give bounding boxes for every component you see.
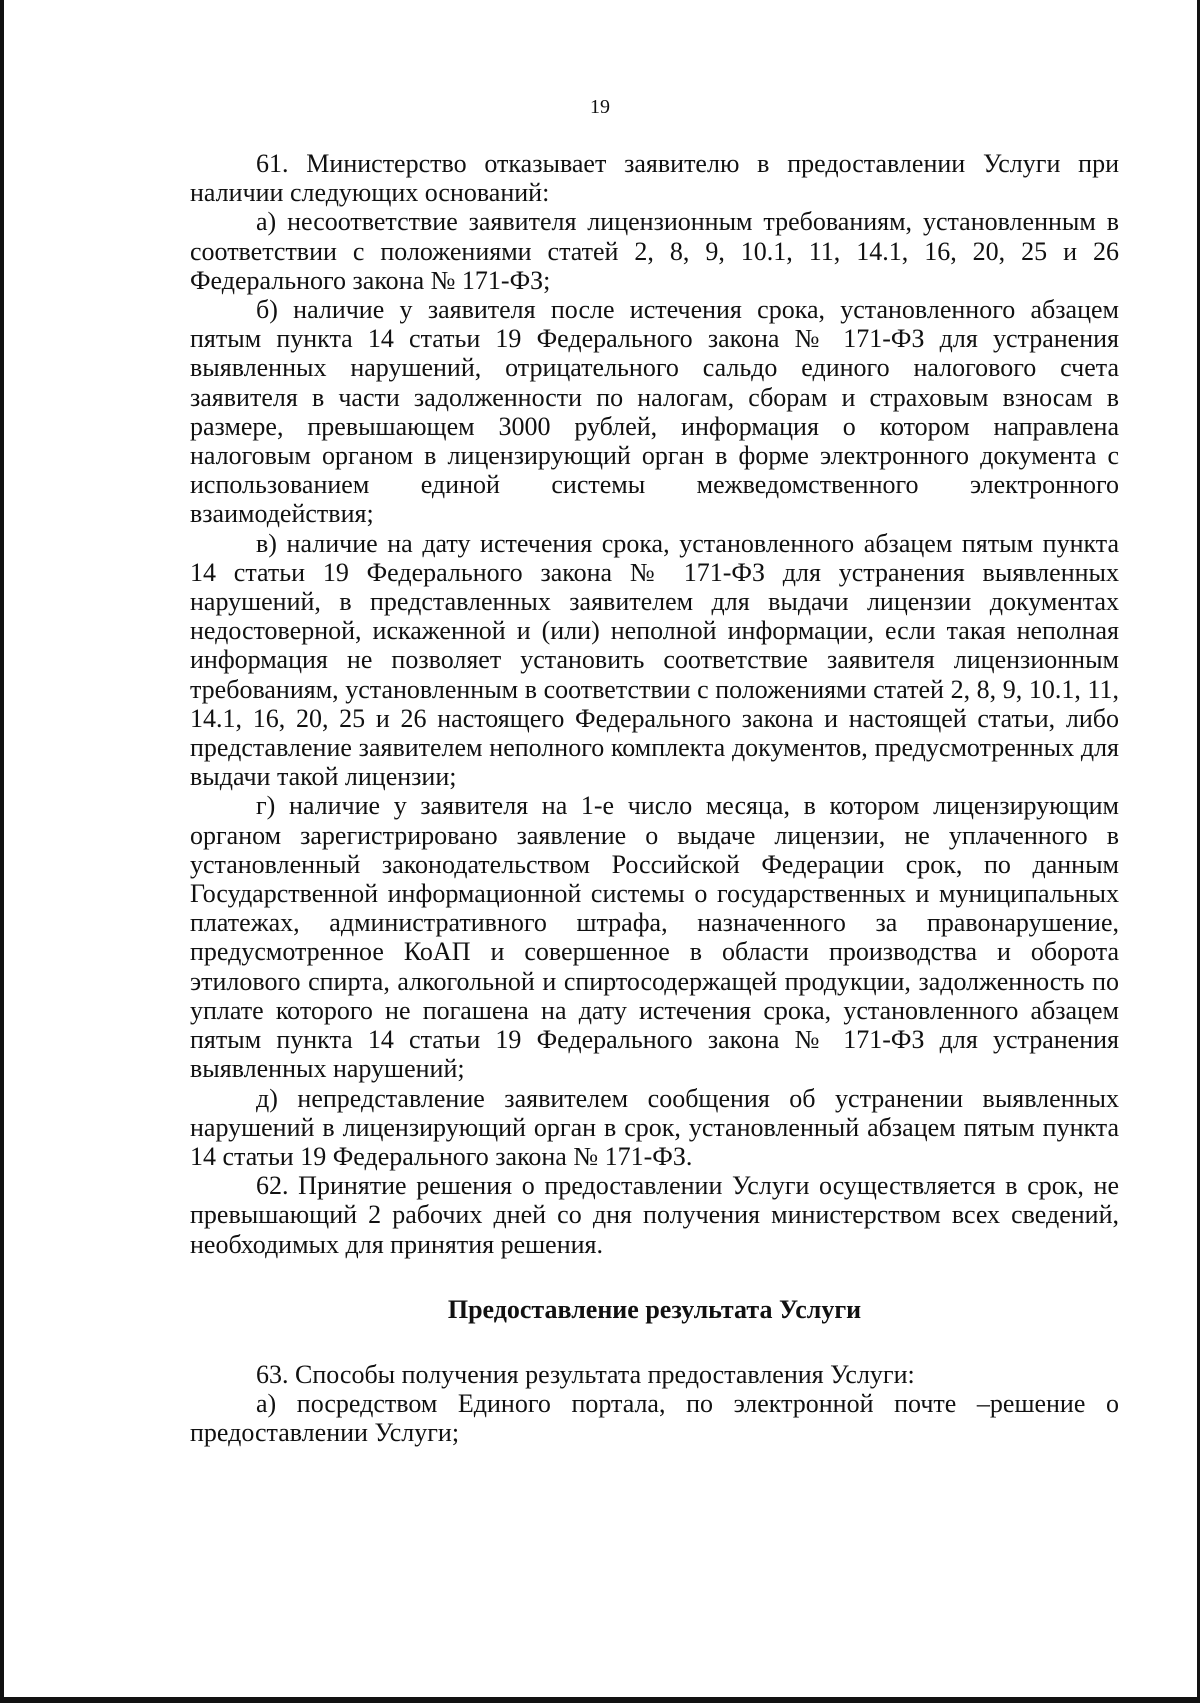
paragraph-61-a: а) несоответствие заявителя лицензионным требованиям, установленным в соответствии с положениями статей 2, 8, 9, 10.1, 11, 14.1, 16, 20, 25 и 26 Федерального закона № 171-ФЗ; — [190, 207, 1119, 295]
paragraph-61-v: в) наличие на дату истечения срока, установленного абзацем пятым пункта 14 статьи 19 Федерального закона № 171-ФЗ для устранения выявленных нарушений, в представленных заявителем для выдачи лицензии документах недостоверной, искаженной и (или) неполной информации, если такая неполная информация не позволяет установить соответствие заявителя лицензионным требованиям, установленным в соответствии с положениями статей 2, 8, 9, 10.1, 11, 14.1, 16, 20, 25 и 26 настоящего Федерального закона и настоящей статьи, либо представление заявителем неполного комплекта документов, предусмотренных для выдачи такой лицензии; — [190, 528, 1119, 792]
paragraph-61-b: б) наличие у заявителя после истечения срока, установленного абзацем пятым пункта 14 статьи 19 Федерального закона № 171-ФЗ для устранения выявленных нарушений, отрицательного сальдо единого налогового счета заявителя в части задолженности по налогам, сборам и страховым взносам в размере, превышающем 3000 рублей, информация о котором направлена налоговым органом в лицензирующий орган в форме электронного документа с использованием единой системы межведомственного электронного взаимодействия; — [190, 295, 1119, 529]
paragraph-61: 61. Министерство отказывает заявителю в предоставлении Услуги при наличии следующих оснований: — [190, 149, 1119, 208]
paragraph-63-a: а) посредством Единого портала, по электронной почте –решение о предоставлении Услуги; — [190, 1389, 1119, 1448]
page-number: 19 — [590, 96, 610, 118]
paragraph-63: 63. Способы получения результата предоставления Услуги: — [256, 1359, 915, 1389]
scan-border-bottom — [0, 1697, 1200, 1703]
section-heading: Предоставление результата Услуги — [447, 1294, 862, 1324]
paragraph-62: 62. Принятие решения о предоставлении Услуги осуществляется в срок, не превышающий 2 рабочих дней со дня получения министерством всех сведений, необходимых для принятия решения. — [190, 1171, 1119, 1259]
paragraph-61-d: д) непредставление заявителем сообщения об устранении выявленных нарушений в лицензирующий орган в срок, установленный абзацем пятым пункта 14 статьи 19 Федерального закона № 171-ФЗ. — [190, 1083, 1119, 1171]
scan-border-left — [0, 0, 4, 1703]
paragraph-61-g: г) наличие у заявителя на 1-е число месяца, в котором лицензирующим органом зарегистрировано заявление о выдаче лицензии, не уплаченного в установленный законодательством Российской Федерации срок, по данным Государственной информационной системы о государственных и муниципальных платежах, административного штрафа, назначенного за правонарушение, предусмотренное КоАП и совершенное в области производства и оборота этилового спирта, алкогольной и спиртосодержащей продукции, задолженность по уплате которого не погашена на дату истечения срока, установленного абзацем пятым пункта 14 статьи 19 Федерального закона № 171-ФЗ для устранения выявленных нарушений; — [190, 791, 1119, 1084]
document-body — [190, 149, 1119, 1448]
